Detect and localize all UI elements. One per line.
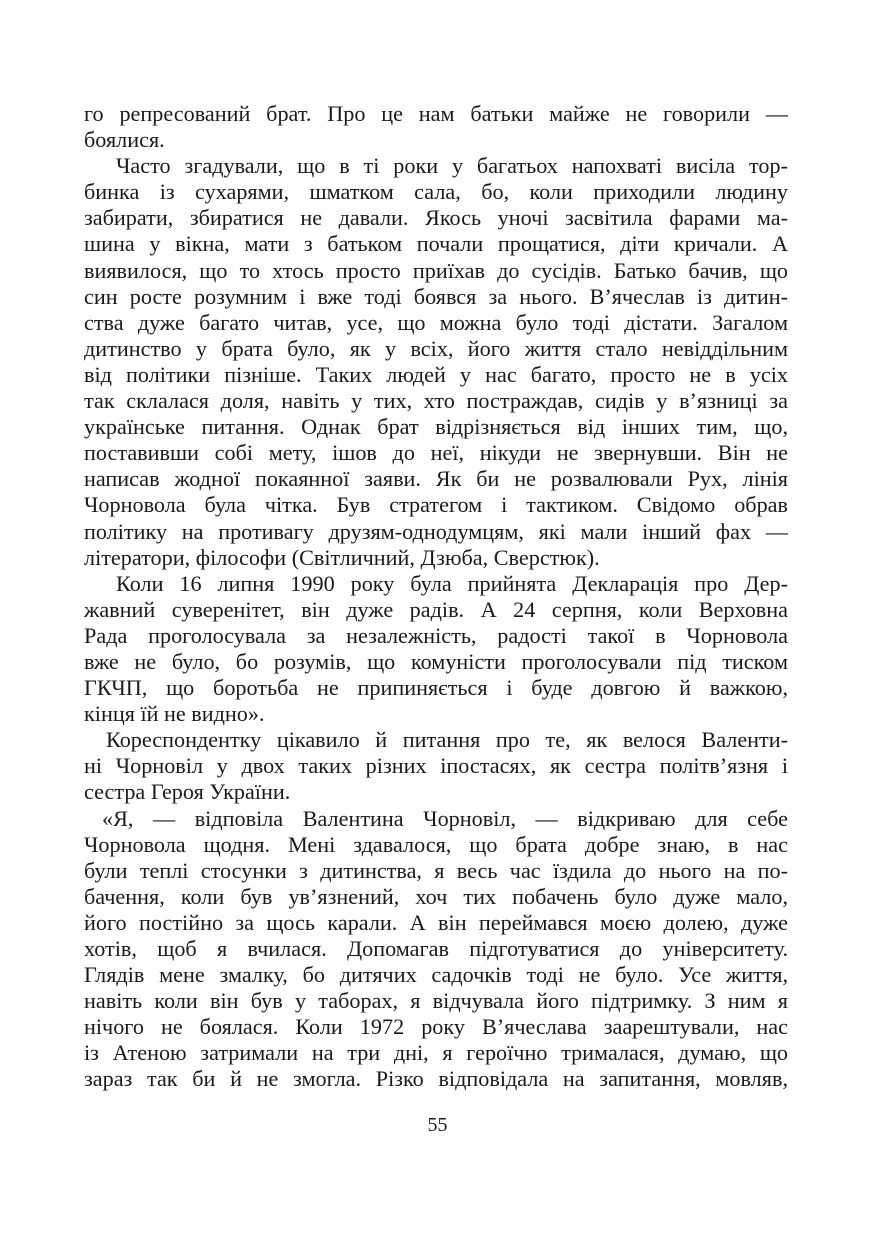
text-line: бачення, коли був ув’язнений, хоч тих побачень було дуже мало, — [84, 883, 788, 909]
text-line: із Атеною затримали на три дні, я героїчно трималася, думаю, що — [84, 1040, 788, 1066]
text-line: зараз так би й не змогла. Різко відповідала на запитання, мовляв, — [84, 1066, 788, 1092]
text-line: від політики пізніше. Таких людей у нас багато, просто не в усіх — [84, 361, 788, 387]
text-line: ні Чорновіл у двох таких різних іпостасях, як сестра політв’язня і — [84, 753, 788, 779]
text-line: сестра Героя України. — [84, 779, 291, 805]
text-line: політику на противагу друзям-однодумцям, які мали інший фах — — [84, 518, 788, 544]
text-line: хотів, щоб я вчилася. Допомагав підготуватися до університету. — [84, 936, 788, 961]
text-line: вже не було, бо розумів, що комуністи проголосували під тиском — [84, 648, 788, 674]
text-line: Глядів мене змалку, бо дитячих садочків тоді не було. Усе життя, — [84, 962, 788, 988]
text-line: кінця їй не видно». — [84, 701, 265, 727]
text-line: українське питання. Однак брат відрізняється від інших тим, що, — [84, 414, 788, 440]
text-line: Чорновола щодня. Мені здавалося, що брата добре знаю, в нас — [84, 831, 788, 857]
text-line: шина у вікна, мати з батьком почали прощатися, діти кричали. А — [84, 231, 788, 257]
text-line: поставивши собі мету, ішов до неї, нікуди не звернувши. Він не — [84, 440, 788, 466]
page-number: 55 — [427, 1114, 448, 1136]
text-line: боялися. — [84, 127, 165, 153]
text-line: Рада проголосувала за незалежність, радості такої в Чорновола — [84, 622, 788, 648]
text-line: жавний суверенітет, він дуже радів. А 24 серпня, коли Верховна — [84, 596, 788, 622]
text-line: літератори, філософи (Світличний, Дзюба, Сверстюк). — [84, 544, 600, 570]
text-line: його постійно за щось карали. А він переймався моєю долею, дуже — [84, 909, 788, 935]
body-text — [84, 101, 788, 1093]
text-line: дитинство у брата було, як у всіх, його життя стало невіддільним — [84, 335, 788, 361]
text-line: син росте розумним і вже тоді боявся за нього. В’ячеслав із дитин- — [84, 283, 788, 309]
text-line: нічого не боялася. Коли 1972 року В’ячеслава заарештували, нас — [84, 1014, 788, 1040]
text-line: ства дуже багато читав, усе, що можна було тоді дістати. Загалом — [84, 309, 788, 335]
text-line: написав жодної покаянної заяви. Як би не розвалювали Рух, лінія — [84, 466, 788, 492]
text-line: були теплі стосунки з дитинства, я весь час їздила до нього на по- — [84, 857, 788, 883]
text-line: так склалася доля, навіть у тих, хто постраждав, сидів у в’язниці за — [84, 388, 788, 414]
text-line: Кореспондентку цікавило й питання про те, як велося Валенти- — [106, 727, 788, 753]
text-line: ГКЧП, що боротьба не припиняється і буде довгою й важкою, — [84, 675, 788, 701]
text-line: навіть коли він був у таборах, я відчувала його підтримку. З ним я — [84, 988, 788, 1014]
text-line: виявилося, що то хтось просто приїхав до сусідів. Батько бачив, що — [84, 257, 788, 283]
text-line: забирати, збиратися не давали. Якось уночі засвітила фарами ма- — [84, 205, 788, 231]
text-line: Чорновола була чітка. Був стратегом і тактиком. Свідомо обрав — [84, 492, 788, 518]
text-line: го репресований брат. Про це нам батьки майже не говорили — — [84, 101, 788, 126]
text-line: Коли 16 липня 1990 року була прийнята Декларація про Дер- — [116, 570, 788, 596]
text-line: «Я, — відповіла Валентина Чорновіл, — відкриваю для себе — [102, 805, 788, 831]
text-line: Часто згадували, що в ті роки у багатьох напохваті висіла тор- — [116, 153, 788, 179]
text-line: бинка із сухарями, шматком сала, бо, коли приходили людину — [84, 179, 788, 205]
